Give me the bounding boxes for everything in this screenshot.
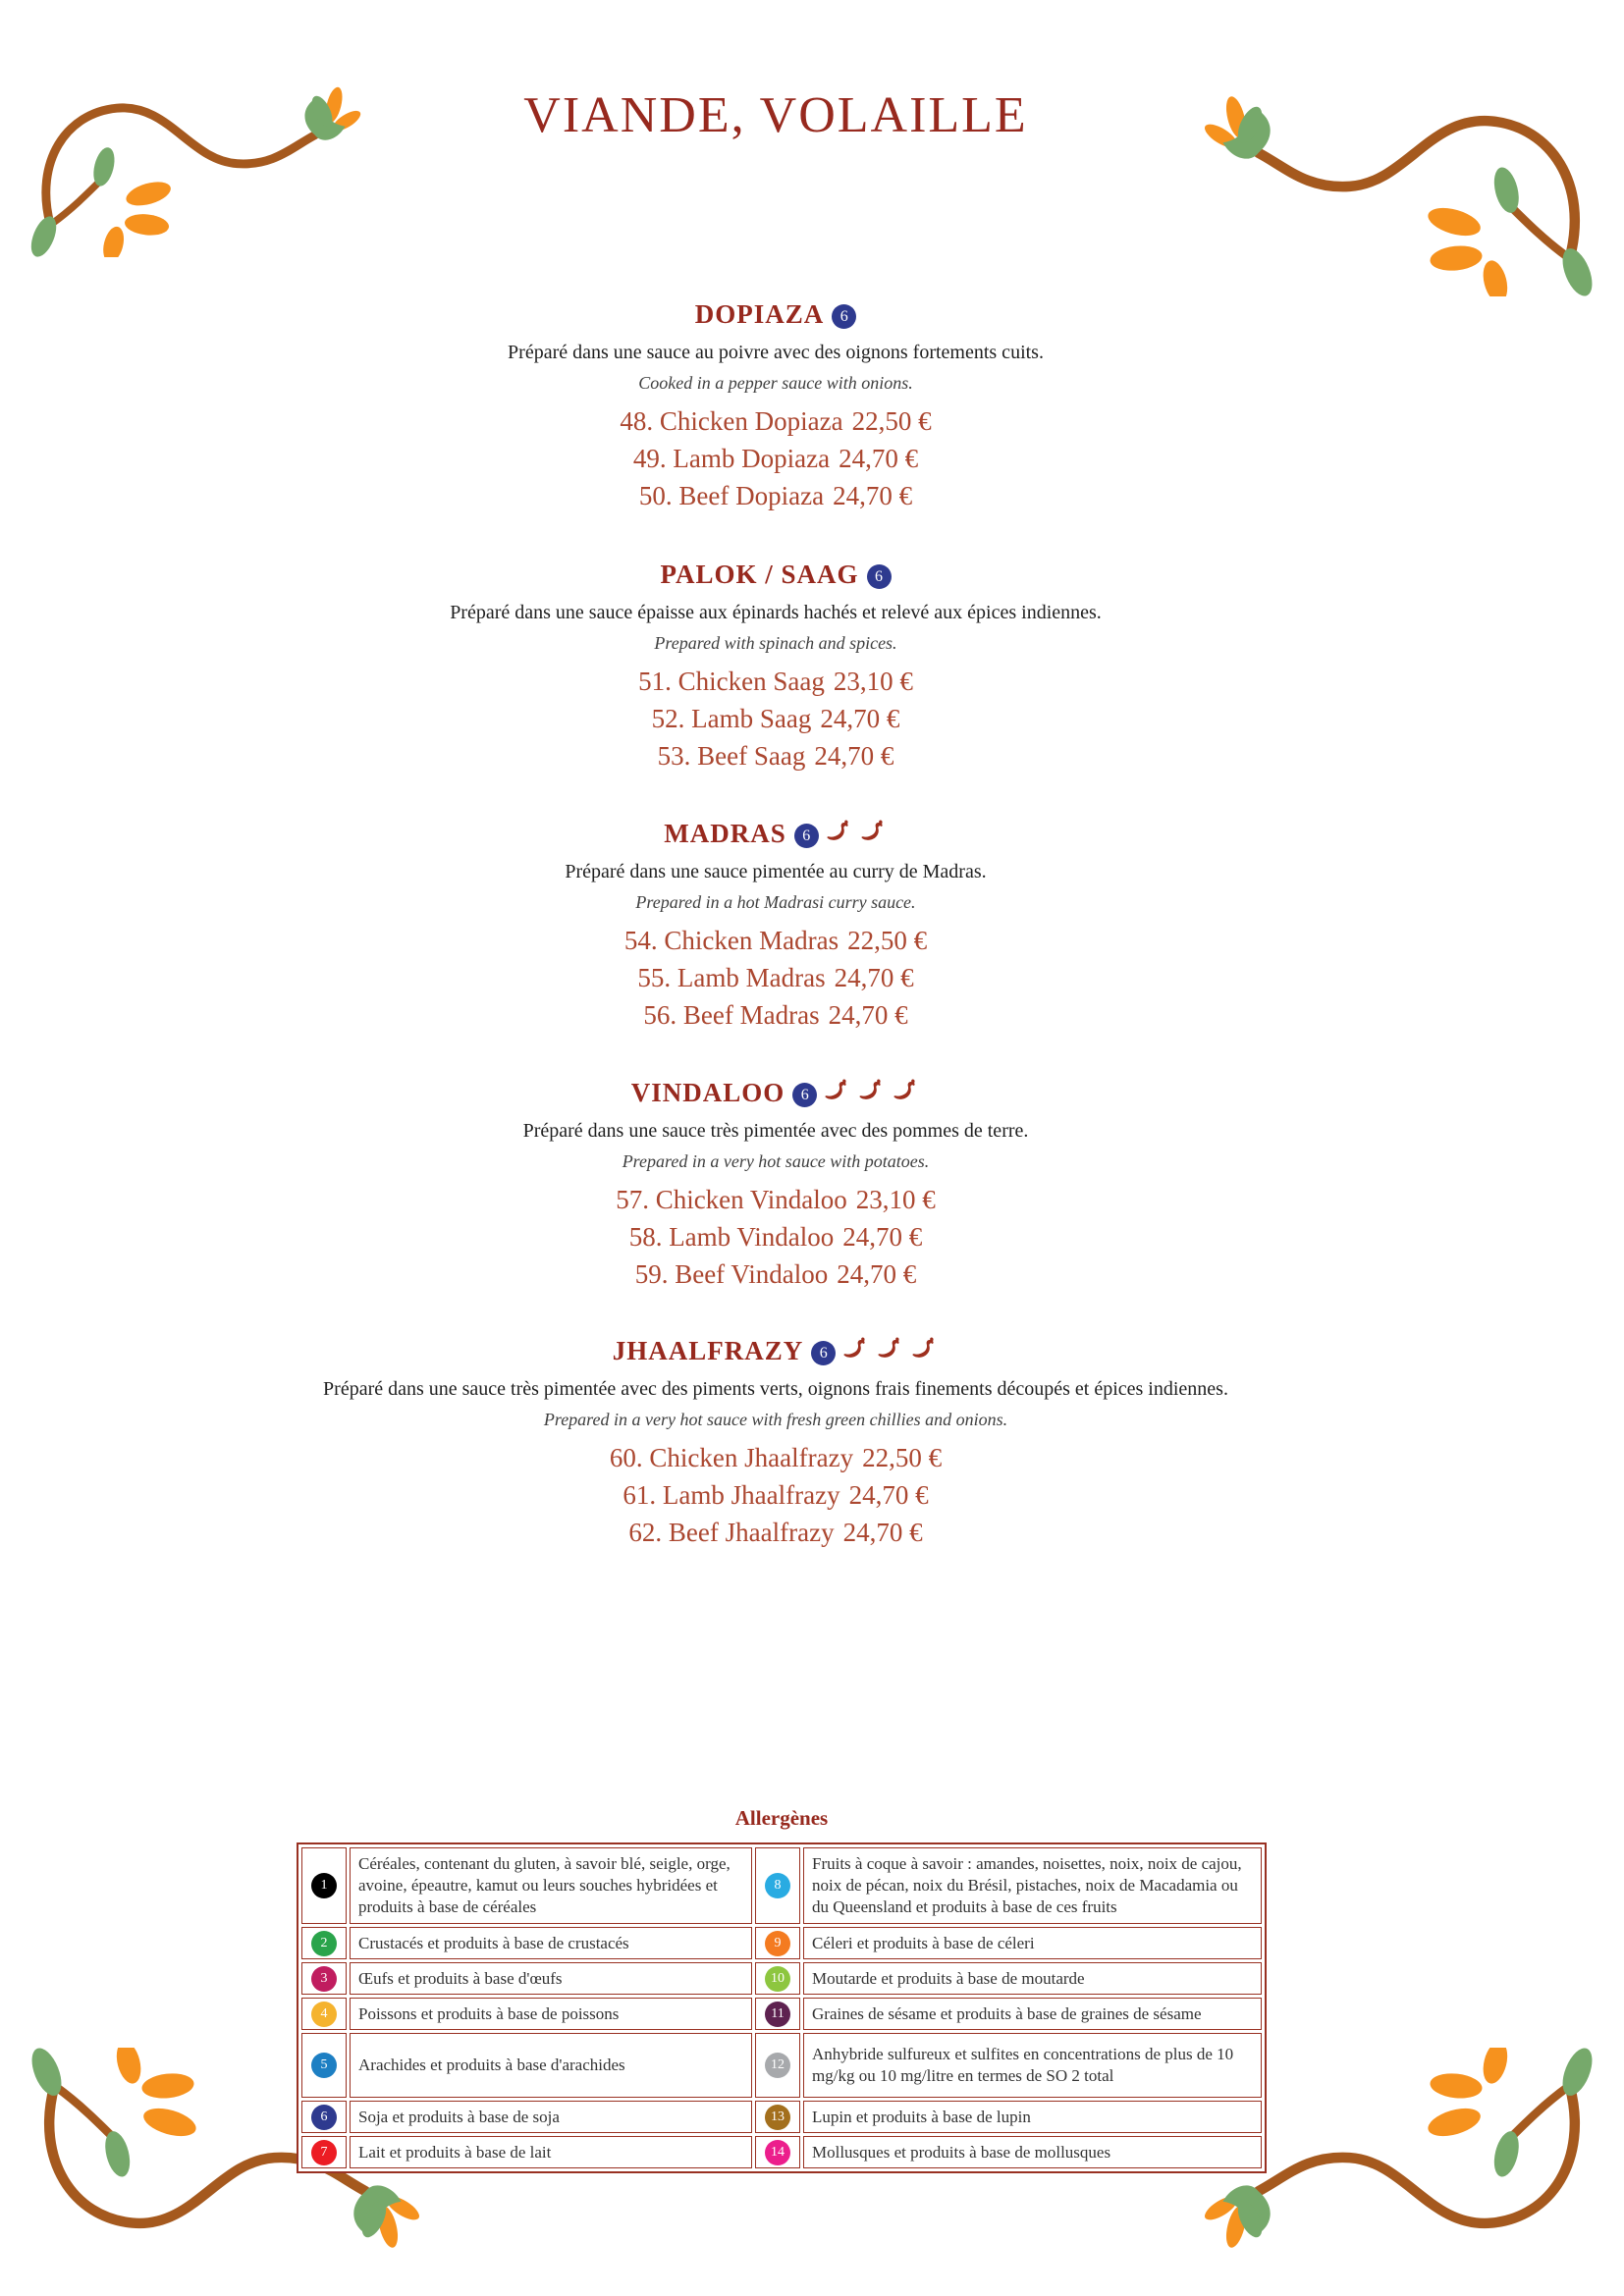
allergen-14-badge: 14 xyxy=(765,2140,790,2165)
menu-item-price: 22,50 € xyxy=(847,926,928,955)
menu-item xyxy=(0,663,1551,700)
allergen-number-badge: 6 xyxy=(792,1083,817,1107)
menu-item-label: 58. Lamb Vindaloo xyxy=(628,1222,835,1252)
section-title xyxy=(0,558,1551,591)
section-description-fr: Préparé dans une sauce épaisse aux épinards hachés et relevé aux épices indiennes. xyxy=(450,602,1102,623)
allergens-section xyxy=(297,1806,1267,2173)
section-title xyxy=(0,297,1551,331)
menu-item-price: 24,70 € xyxy=(839,444,919,473)
allergen-text: Graines de sésame et produits à base de graines de sésame xyxy=(803,1998,1262,2030)
menu-item-price: 24,70 € xyxy=(842,1222,923,1252)
table-row xyxy=(301,1847,1262,1924)
menu-item xyxy=(0,1439,1551,1476)
chili-icon xyxy=(858,819,888,845)
menu-item-price: 24,70 € xyxy=(842,1518,923,1547)
menu-item-label: 61. Lamb Jhaalfrazy xyxy=(623,1480,840,1510)
section-title xyxy=(0,1334,1551,1367)
section-description-fr: Préparé dans une sauce au poivre avec des oignons fortements cuits. xyxy=(508,342,1044,363)
allergen-text: Crustacés et produits à base de crustacés xyxy=(350,1927,752,1959)
menu-item-label: 57. Chicken Vindaloo xyxy=(616,1185,847,1214)
section-description-en: Prepared in a very hot sauce with potatoes. xyxy=(622,1151,930,1171)
allergen-number-badge: 6 xyxy=(811,1341,836,1365)
allergen-6-badge: 6 xyxy=(311,2105,337,2130)
menu-item-label: 55. Lamb Madras xyxy=(637,963,826,992)
allergen-12-badge: 12 xyxy=(765,2053,790,2078)
allergen-7-badge: 7 xyxy=(311,2140,337,2165)
allergen-3-badge: 3 xyxy=(311,1966,337,1992)
allergen-text: Lait et produits à base de lait xyxy=(350,2136,752,2168)
chili-icon xyxy=(840,1336,870,1362)
menu-item xyxy=(0,922,1551,959)
allergen-text: Moutarde et produits à base de moutarde xyxy=(803,1962,1262,1995)
section-description-en: Prepared with spinach and spices. xyxy=(654,633,897,653)
allergens-table xyxy=(297,1842,1267,2173)
page-title: VIANDE, VOLAILLE xyxy=(523,87,1028,143)
menu-item xyxy=(0,1181,1551,1218)
section-name: JHAALFRAZY xyxy=(612,1336,804,1365)
allergen-text: Céréales, contenant du gluten, à savoir blé, seigle, orge, avoine, épeautre, kamut ou leurs souches hybridées et produits à base de céréales xyxy=(350,1847,752,1924)
allergen-text: Poissons et produits à base de poissons xyxy=(350,1998,752,2030)
floral-vine-decoration-top-left xyxy=(27,51,361,257)
allergen-text: Anhybride sulfureux et sulfites en concentrations de plus de 10 mg/kg ou 10 mg/litre en termes de SO 2 total xyxy=(803,2033,1262,2098)
allergen-2-badge: 2 xyxy=(311,1931,337,1956)
menu-item-label: 52. Lamb Saag xyxy=(651,704,812,733)
allergen-4-badge: 4 xyxy=(311,2002,337,2027)
section-name: PALOK / SAAG xyxy=(660,560,859,589)
allergen-10-badge: 10 xyxy=(765,1966,790,1992)
menu-item-price: 23,10 € xyxy=(833,667,913,696)
allergen-11-badge: 11 xyxy=(765,2002,790,2027)
menu-item-price: 24,70 € xyxy=(837,1259,917,1289)
menu-item xyxy=(0,737,1551,774)
menu-item xyxy=(0,477,1551,514)
section-description-en: Prepared in a hot Madrasi curry sauce. xyxy=(635,892,916,912)
menu-item xyxy=(0,1514,1551,1551)
menu-item-label: 54. Chicken Madras xyxy=(623,926,839,955)
chili-icon xyxy=(822,1078,851,1104)
menu-item-price: 22,50 € xyxy=(851,406,932,436)
menu-section-vindaloo xyxy=(0,1076,1551,1293)
allergen-5-badge: 5 xyxy=(311,2053,337,2078)
allergen-13-badge: 13 xyxy=(765,2105,790,2130)
menu-item xyxy=(0,402,1551,440)
table-row xyxy=(301,1998,1262,2030)
section-description-fr: Préparé dans une sauce très pimentée avec des piments verts, oignons frais finements découpés et épices indiennes. xyxy=(323,1378,1228,1400)
allergen-text: Lupin et produits à base de lupin xyxy=(803,2101,1262,2133)
menu-item-label: 56. Beef Madras xyxy=(643,1000,820,1030)
table-row xyxy=(301,2101,1262,2133)
menu-item-label: 59. Beef Vindaloo xyxy=(634,1259,829,1289)
menu-item-label: 53. Beef Saag xyxy=(657,741,806,771)
allergen-text: Soja et produits à base de soja xyxy=(350,2101,752,2133)
menu-item-price: 24,70 € xyxy=(814,741,894,771)
chili-icon xyxy=(875,1336,904,1362)
allergen-text: Fruits à coque à savoir : amandes, noisettes, noix, noix de cajou, noix de pécan, noix du Brésil, pistaches, noix de Macadamia ou du Queensland et produits à base de ces fruits xyxy=(803,1847,1262,1924)
menu-item-label: 49. Lamb Dopiaza xyxy=(632,444,831,473)
allergen-number-badge: 6 xyxy=(832,304,856,329)
chili-icon xyxy=(824,819,853,845)
table-row xyxy=(301,2033,1262,2098)
menu-item xyxy=(0,959,1551,996)
menu-item xyxy=(0,1255,1551,1293)
menu-item-price: 23,10 € xyxy=(855,1185,936,1214)
menu-item-label: 62. Beef Jhaalfrazy xyxy=(628,1518,835,1547)
section-name: MADRAS xyxy=(664,819,786,848)
allergen-text: Mollusques et produits à base de mollusques xyxy=(803,2136,1262,2168)
menu-item-label: 50. Beef Dopiaza xyxy=(638,481,825,510)
allergen-9-badge: 9 xyxy=(765,1931,790,1956)
allergen-number-badge: 6 xyxy=(794,824,819,848)
menu-item-price: 24,70 € xyxy=(834,963,914,992)
table-row xyxy=(301,1927,1262,1959)
section-description-en: Cooked in a pepper sauce with onions. xyxy=(638,373,913,393)
menu-item xyxy=(0,440,1551,477)
chili-icon xyxy=(891,1078,920,1104)
menu-item-label: 48. Chicken Dopiaza xyxy=(620,406,843,436)
allergen-number-badge: 6 xyxy=(867,564,892,589)
section-title xyxy=(0,817,1551,850)
chili-icon xyxy=(909,1336,939,1362)
menu-item xyxy=(0,1218,1551,1255)
menu-section-jhaalfrazy xyxy=(0,1334,1551,1551)
menu-item xyxy=(0,1476,1551,1514)
section-name: DOPIAZA xyxy=(694,299,825,329)
menu-item-price: 22,50 € xyxy=(862,1443,943,1472)
table-row xyxy=(301,2136,1262,2168)
allergen-text: Œufs et produits à base d'œufs xyxy=(350,1962,752,1995)
allergen-text: Arachides et produits à base d'arachides xyxy=(350,2033,752,2098)
menu-item-label: 60. Chicken Jhaalfrazy xyxy=(609,1443,854,1472)
menu-item-price: 24,70 € xyxy=(828,1000,908,1030)
section-title xyxy=(0,1076,1551,1109)
menu-section-madras xyxy=(0,817,1551,1034)
section-name: VINDALOO xyxy=(630,1078,785,1107)
menu-item-price: 24,70 € xyxy=(833,481,913,510)
menu-item xyxy=(0,700,1551,737)
allergen-1-badge: 1 xyxy=(311,1873,337,1898)
menu-item-price: 24,70 € xyxy=(820,704,900,733)
section-description-en: Prepared in a very hot sauce with fresh green chillies and onions. xyxy=(543,1410,1008,1429)
allergens-title: Allergènes xyxy=(734,1806,829,1830)
menu-section-palok-saag xyxy=(0,558,1551,774)
chili-icon xyxy=(856,1078,886,1104)
menu-section-dopiaza xyxy=(0,297,1551,514)
menu-item-price: 24,70 € xyxy=(848,1480,929,1510)
allergen-8-badge: 8 xyxy=(765,1873,790,1898)
menu-item-label: 51. Chicken Saag xyxy=(638,667,825,696)
menu-item xyxy=(0,996,1551,1034)
allergen-text: Céleri et produits à base de céleri xyxy=(803,1927,1262,1959)
section-description-fr: Préparé dans une sauce pimentée au curry de Madras. xyxy=(565,861,987,882)
table-row xyxy=(301,1962,1262,1995)
section-description-fr: Préparé dans une sauce très pimentée avec des pommes de terre. xyxy=(522,1120,1029,1142)
